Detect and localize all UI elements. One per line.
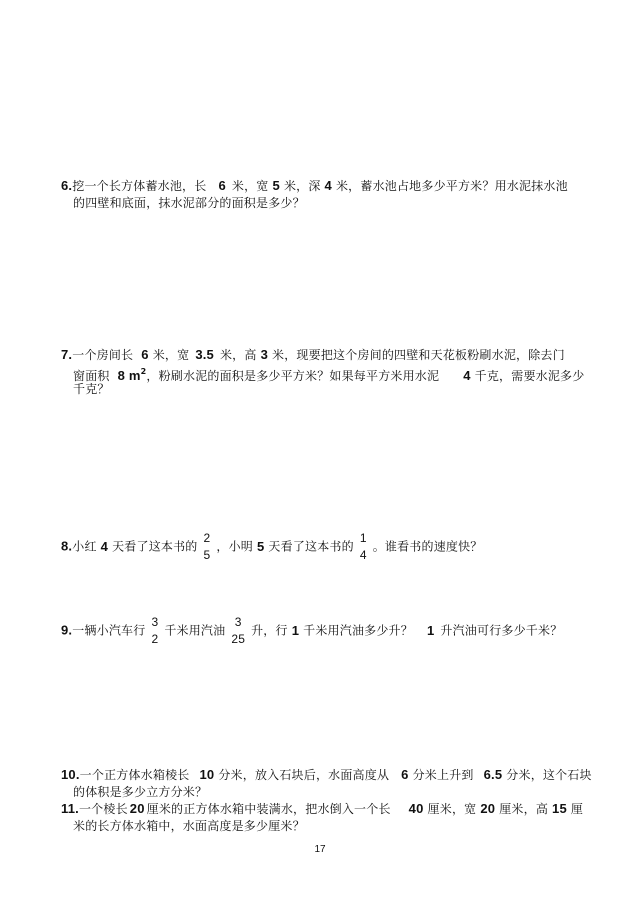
question-6-line-2: 的四壁和底面，抹水泥部分的面积是多少？	[73, 196, 305, 210]
question-6-number: 6.	[61, 178, 73, 193]
question-8-number: 8.	[61, 538, 73, 554]
question-7-line-2: 窗面积 8 $m^2$，粉刷水泥的面积是多少平方米？如果每平方米用水泥 4 千克，需要水泥多少	[73, 367, 585, 383]
question-10-line-2: 的体积是多少立方分米？	[73, 785, 208, 799]
question-10-line-1: 10.一个正方体水箱棱长 10 分米，放入石块后，水面高度从 6 分米上升到 6.5 分米，这个石块	[61, 767, 592, 782]
question-11-line-2: 米的长方体水箱中，水面高度是多少厘米？	[73, 819, 305, 833]
question-7-line-3: 千克？	[73, 382, 110, 396]
question-6-line-1: 6.挖一个长方体蓄水池，长 6 米，宽 5 米，深 4 米，蓄水池占地多少平方米？用水泥抹水池	[61, 178, 568, 193]
fraction-two-fifths: 2 5	[203, 531, 211, 562]
question-8-line: 8.小红 4 天看了这本书的 2 5 ，小明 5 天看了这本书的 1 4 。谁看书的速度快？	[61, 531, 483, 562]
fraction-three-twentyfifths: 3 25	[231, 615, 246, 646]
question-7-line-1: 7.一个房间长 6 米，宽 3.5 米，高 3 米，现要把这个房间的四壁和天花板粉刷水泥，除去门	[61, 347, 565, 362]
question-11-number: 11.	[61, 801, 79, 816]
question-7-number: 7.	[61, 347, 73, 362]
question-9-number: 9.	[61, 622, 73, 638]
fraction-three-halves: 3 2	[151, 615, 159, 646]
page-number: 17	[314, 844, 326, 855]
fraction-one-quarter: 1 4	[359, 531, 367, 562]
question-10-number: 10.	[61, 767, 80, 782]
question-9-line: 9.一辆小汽车行 3 2 千米用汽油 3 25 升，行 1 千米用汽油多少升？ 1 升汽油可行多少千米？	[61, 615, 563, 646]
question-11-line-1: 11.一个棱长 20 厘米的正方体水箱中装满水，把水倒入一个长 40 厘米，宽 20 厘米，高 15 厘	[61, 801, 584, 816]
